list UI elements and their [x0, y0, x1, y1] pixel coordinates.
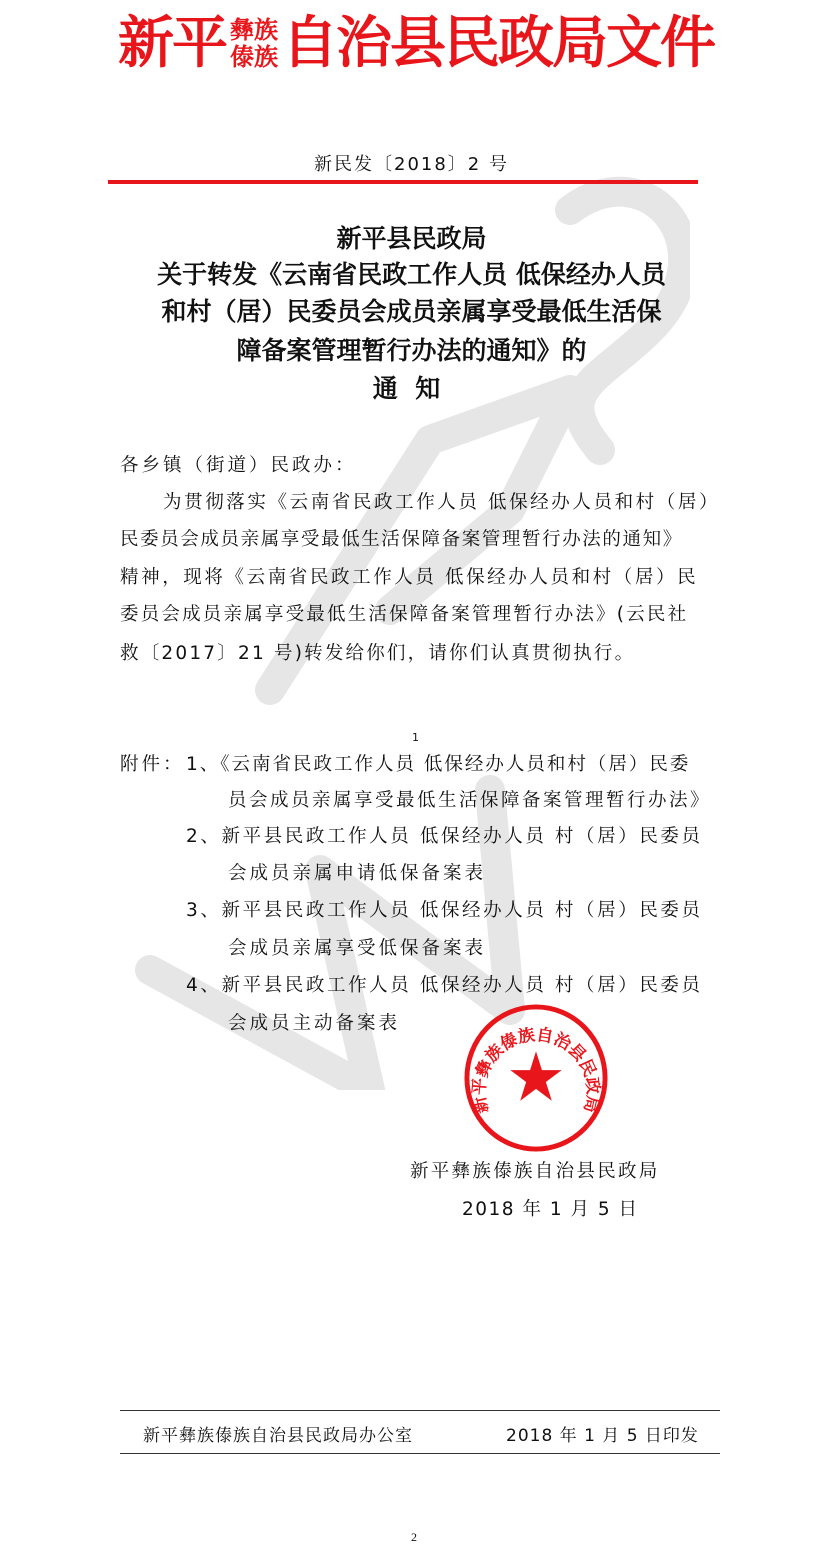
header-part1: 新平	[118, 10, 226, 76]
seal-text: 新平彝族傣族自治县民政局	[468, 1023, 604, 1116]
document-header	[118, 8, 714, 78]
paragraph-line: 精神，现将《云南省民政工作人员 低保经办人员和村（居）民	[120, 567, 699, 588]
salutation: 各乡镇（街道）民政办：	[120, 455, 357, 476]
footer-office: 新平彝族傣族自治县民政局办公室	[143, 1426, 413, 1446]
header-part2: 自治县民政局文件	[282, 10, 714, 76]
attachment-item-cont: 会成员亲属申请低保备案表	[228, 863, 487, 884]
header-small-top: 彝族	[230, 15, 278, 44]
attachment-item-cont: 会成员主动备案表	[228, 1013, 401, 1034]
official-seal	[462, 1004, 610, 1152]
title-line: 关于转发《云南省民政工作人员 低保经办人员	[157, 260, 666, 289]
title-line: 障备案管理暂行办法的通知》的	[236, 336, 587, 365]
paragraph-line: 委员会成员亲属享受最低生活保障备案管理暂行办法》(云民社	[120, 604, 689, 625]
footer-bottom-line	[120, 1453, 720, 1454]
page-marker: 1	[412, 731, 419, 744]
attachments-label: 附件：	[120, 754, 185, 775]
attachment-item-cont: 会成员亲属享受低保备案表	[228, 938, 487, 959]
header-ethnic-group	[230, 16, 278, 70]
signature-org: 新平彝族傣族自治县民政局	[410, 1161, 660, 1182]
footer-print-date: 2018 年 1 月 5 日印发	[506, 1426, 699, 1446]
title-line: 和村（居）民委员会成员亲属享受最低生活保	[161, 297, 662, 326]
page-number: 2	[411, 1530, 417, 1544]
attachment-item: 4、新平县民政工作人员 低保经办人员 村（居）民委员	[186, 975, 703, 996]
attachment-item-cont: 员会成员亲属享受最低生活保障备案管理暂行办法》	[228, 790, 712, 811]
paragraph-line: 民委员会成员亲属享受最低生活保障备案管理暂行办法的通知》	[120, 529, 683, 550]
footer-top-line	[120, 1410, 720, 1411]
header-small-bottom: 傣族	[230, 42, 278, 71]
attachment-item: 3、新平县民政工作人员 低保经办人员 村（居）民委员	[186, 900, 703, 921]
paragraph-line: 救〔2017〕21 号)转发给你们，请你们认真贯彻执行。	[120, 643, 636, 664]
header-divider	[108, 180, 698, 184]
signature-date: 2018 年 1 月 5 日	[462, 1199, 639, 1220]
attachment-item: 1、《云南省民政工作人员 低保经办人员和村（居）民委	[186, 754, 691, 775]
document-number: 新民发〔2018〕2 号	[314, 154, 509, 175]
title-line: 通 知	[372, 374, 441, 403]
paragraph-line: 为贯彻落实《云南省民政工作人员 低保经办人员和村（居）	[163, 492, 721, 513]
title-line: 新平县民政局	[336, 224, 487, 253]
attachment-item: 2、新平县民政工作人员 低保经办人员 村（居）民委员	[186, 826, 703, 847]
